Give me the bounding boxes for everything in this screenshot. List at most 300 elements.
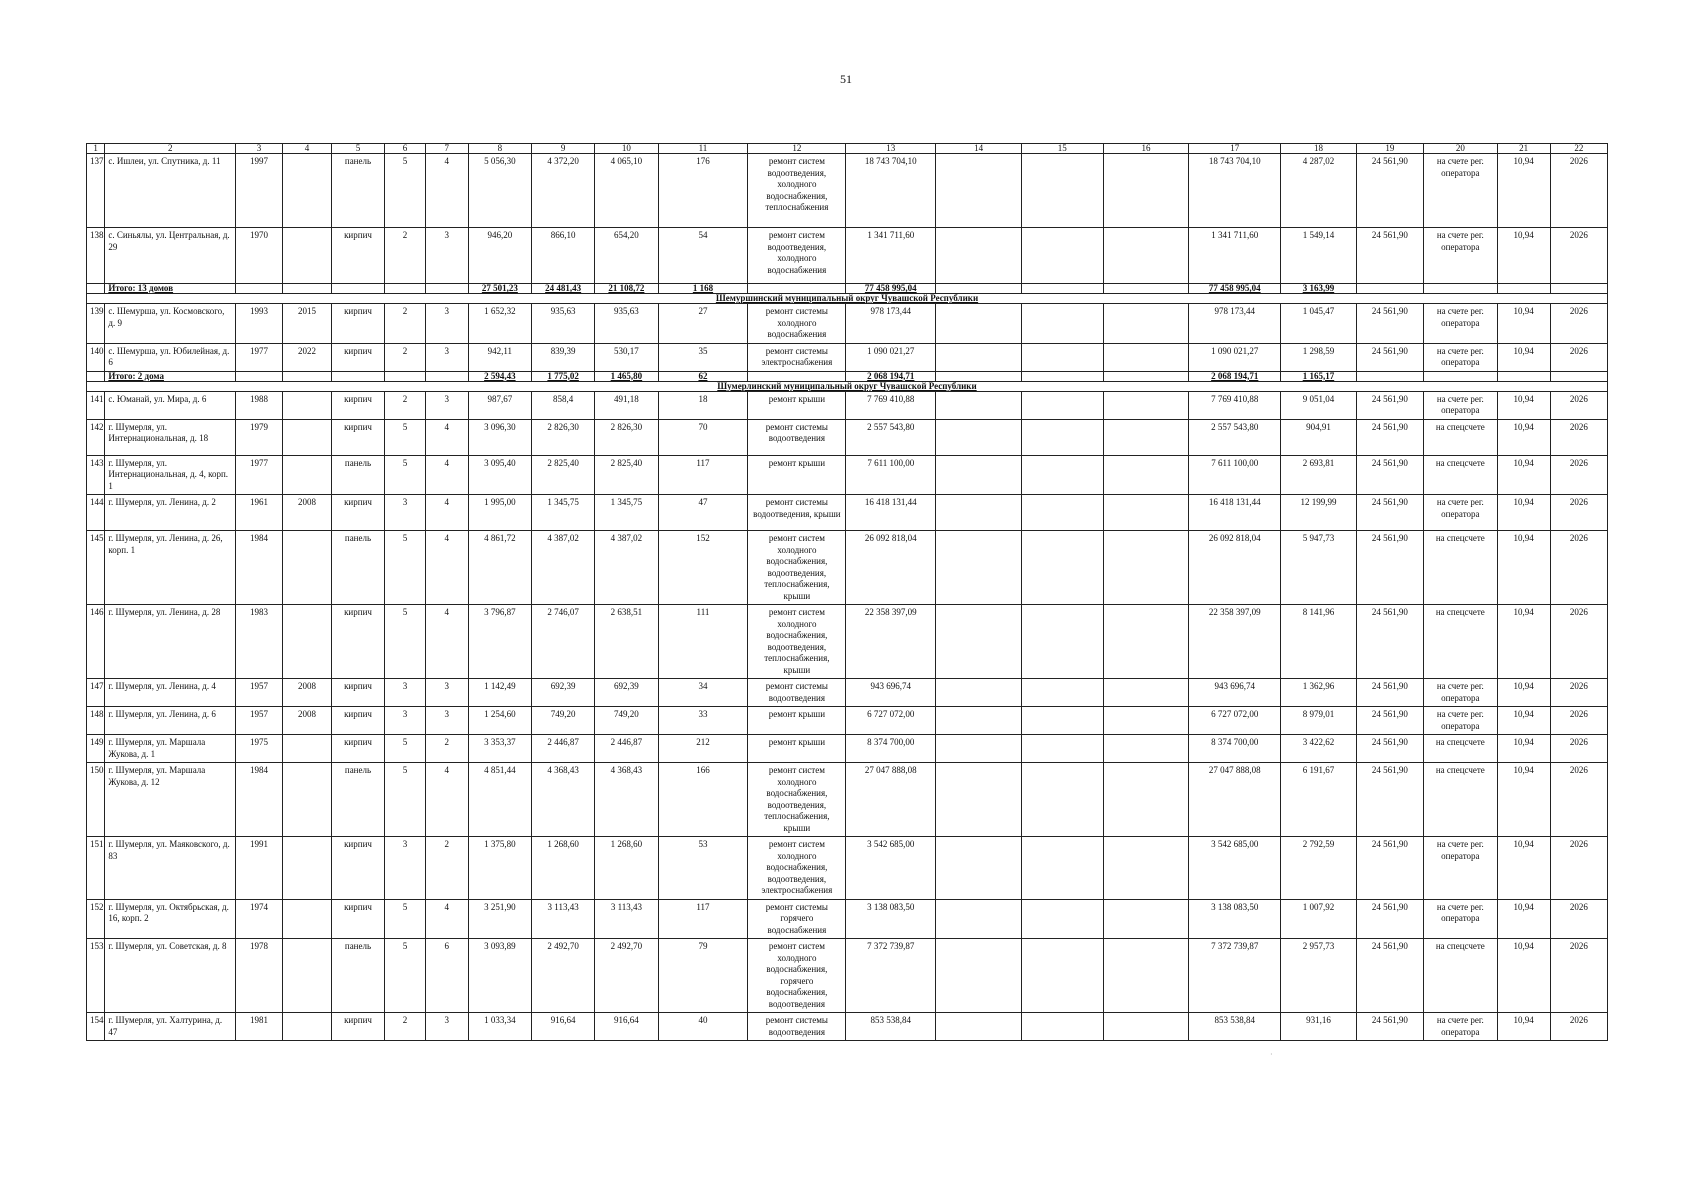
- table-cell: 5: [385, 939, 426, 1013]
- table-cell: 692,39: [532, 679, 595, 707]
- table-cell: 10,94: [1497, 531, 1550, 605]
- table-cell: 3 138 083,50: [846, 899, 936, 939]
- table-cell: ремонт системы водоотведения: [748, 679, 846, 707]
- table-cell: 1 549,14: [1281, 228, 1357, 284]
- table-cell: [1103, 837, 1189, 900]
- table-cell: 26 092 818,04: [1189, 531, 1281, 605]
- page-number: 51: [840, 72, 852, 86]
- table-cell: 1 341 711,60: [846, 228, 936, 284]
- table-cell: 4: [425, 899, 468, 939]
- table-cell: с. Шемурша, ул. Космовского, д. 9: [105, 304, 236, 344]
- table-cell: 24 561,90: [1356, 531, 1423, 605]
- total-cell: [385, 371, 426, 381]
- table-cell: 2015: [282, 304, 331, 344]
- table-cell: на спецсчете: [1424, 763, 1497, 837]
- table-cell: 2 638,51: [595, 605, 658, 679]
- table-cell: 151: [87, 837, 105, 900]
- table-cell: [1103, 605, 1189, 679]
- table-cell: 2026: [1550, 837, 1607, 900]
- table-cell: г. Шумерля, ул. Ленина, д. 2: [105, 495, 236, 531]
- table-cell: 1 090 021,27: [846, 343, 936, 371]
- total-cell: [282, 284, 331, 294]
- total-cell: [1550, 284, 1607, 294]
- table-cell: 1988: [236, 391, 283, 419]
- table-row: [87, 605, 1608, 679]
- table-cell: 1978: [236, 939, 283, 1013]
- table-cell: 24 561,90: [1356, 391, 1423, 419]
- table-cell: 2026: [1550, 531, 1607, 605]
- table-cell: 24 561,90: [1356, 707, 1423, 735]
- table-cell: 3 542 685,00: [1189, 837, 1281, 900]
- table-cell: 24 561,90: [1356, 939, 1423, 1013]
- column-number: 9: [532, 144, 595, 154]
- table-cell: 2026: [1550, 495, 1607, 531]
- column-number: 16: [1103, 144, 1189, 154]
- table-cell: [1103, 679, 1189, 707]
- column-number: 7: [425, 144, 468, 154]
- table-cell: 3 096,30: [468, 419, 531, 455]
- table-cell: 839,39: [532, 343, 595, 371]
- table-cell: на счете рег. оператора: [1424, 228, 1497, 284]
- table-cell: 1 345,75: [532, 495, 595, 531]
- table-cell: 24 561,90: [1356, 899, 1423, 939]
- table-cell: 22 358 397,09: [1189, 605, 1281, 679]
- table-cell: 212: [658, 735, 748, 763]
- table-cell: ремонт крыши: [748, 735, 846, 763]
- total-cell: 1 775,02: [532, 371, 595, 381]
- table-cell: 3: [425, 707, 468, 735]
- table-cell: 139: [87, 304, 105, 344]
- table-cell: 70: [658, 419, 748, 455]
- table-cell: кирпич: [331, 391, 384, 419]
- table-cell: 946,20: [468, 228, 531, 284]
- table-cell: 10,94: [1497, 495, 1550, 531]
- table-cell: 5 056,30: [468, 154, 531, 228]
- table-cell: 26 092 818,04: [846, 531, 936, 605]
- column-number: 19: [1356, 144, 1423, 154]
- table-cell: 3: [425, 228, 468, 284]
- table-cell: [282, 391, 331, 419]
- table-cell: 2026: [1550, 735, 1607, 763]
- table-cell: 10,94: [1497, 605, 1550, 679]
- table-cell: панель: [331, 154, 384, 228]
- table-cell: 1970: [236, 228, 283, 284]
- table-cell: на спецсчете: [1424, 455, 1497, 495]
- district-heading: Шемуршинский муниципальный округ Чувашской Республики: [87, 294, 1608, 304]
- table-cell: [1021, 735, 1103, 763]
- table-cell: 33: [658, 707, 748, 735]
- table-cell: [1103, 455, 1189, 495]
- table-cell: 3 113,43: [532, 899, 595, 939]
- table-cell: ремонт систем холодного водоснабжения, горячего водоснабжения, водоотведения: [748, 939, 846, 1013]
- table-cell: 5: [385, 763, 426, 837]
- table-row: [87, 343, 1608, 371]
- table-cell: 2 825,40: [532, 455, 595, 495]
- table-cell: 4: [425, 419, 468, 455]
- table-cell: 2 746,07: [532, 605, 595, 679]
- total-cell: [425, 284, 468, 294]
- column-number: 20: [1424, 144, 1497, 154]
- table-cell: 1 254,60: [468, 707, 531, 735]
- table-cell: 2008: [282, 495, 331, 531]
- table-cell: 117: [658, 899, 748, 939]
- table-cell: 916,64: [532, 1013, 595, 1041]
- table-cell: 1 007,92: [1281, 899, 1357, 939]
- table-row: [87, 304, 1608, 344]
- table-cell: 1957: [236, 707, 283, 735]
- table-cell: [282, 605, 331, 679]
- table-cell: 7 372 739,87: [1189, 939, 1281, 1013]
- table-cell: [282, 1013, 331, 1041]
- table-cell: [1103, 939, 1189, 1013]
- table-cell: 10,94: [1497, 343, 1550, 371]
- table-cell: 24 561,90: [1356, 679, 1423, 707]
- table-cell: 2: [385, 228, 426, 284]
- table-cell: [936, 735, 1022, 763]
- table-cell: 1984: [236, 531, 283, 605]
- table-cell: с. Юманай, ул. Мира, д. 6: [105, 391, 236, 419]
- table-cell: 24 561,90: [1356, 1013, 1423, 1041]
- table-cell: 47: [658, 495, 748, 531]
- table-row: [87, 455, 1608, 495]
- table-cell: 2026: [1550, 228, 1607, 284]
- scan-mark: ·: [1270, 1050, 1273, 1059]
- table-cell: [936, 605, 1022, 679]
- table-cell: г. Шумерля, ул. Ленина, д. 26, корп. 1: [105, 531, 236, 605]
- table-cell: 2 446,87: [532, 735, 595, 763]
- table-cell: г. Шумерля, ул. Интернациональная, д. 18: [105, 419, 236, 455]
- table-cell: ремонт крыши: [748, 707, 846, 735]
- table-cell: 853 538,84: [846, 1013, 936, 1041]
- table-cell: 10,94: [1497, 763, 1550, 837]
- table-cell: 987,67: [468, 391, 531, 419]
- total-cell: [1103, 284, 1189, 294]
- table-cell: 40: [658, 1013, 748, 1041]
- table-row: [87, 899, 1608, 939]
- table-cell: кирпич: [331, 679, 384, 707]
- total-cell: [1356, 371, 1423, 381]
- table-cell: на счете рег. оператора: [1424, 837, 1497, 900]
- table-row: [87, 391, 1608, 419]
- table-cell: [1021, 154, 1103, 228]
- table-cell: на счете рег. оператора: [1424, 343, 1497, 371]
- table-cell: 2 693,81: [1281, 455, 1357, 495]
- table-cell: г. Шумерля, ул. Маяковского, д. 83: [105, 837, 236, 900]
- table-cell: кирпич: [331, 419, 384, 455]
- table-cell: [936, 763, 1022, 837]
- table-cell: г. Шумерля, ул. Маршала Жукова, д. 1: [105, 735, 236, 763]
- column-number: 22: [1550, 144, 1607, 154]
- table-cell: [936, 1013, 1022, 1041]
- table-cell: 4 368,43: [595, 763, 658, 837]
- table-cell: [1021, 837, 1103, 900]
- table-cell: 1961: [236, 495, 283, 531]
- table-cell: [282, 837, 331, 900]
- table-cell: 2026: [1550, 154, 1607, 228]
- total-cell: [282, 371, 331, 381]
- table-cell: на спецсчете: [1424, 939, 1497, 1013]
- total-cell: [1021, 371, 1103, 381]
- table-cell: [936, 531, 1022, 605]
- table-row: [87, 837, 1608, 900]
- table-cell: 1957: [236, 679, 283, 707]
- table-cell: [282, 419, 331, 455]
- table-cell: на спецсчете: [1424, 735, 1497, 763]
- table-cell: на счете рег. оператора: [1424, 391, 1497, 419]
- table-cell: на счете рег. оператора: [1424, 899, 1497, 939]
- table-cell: 146: [87, 605, 105, 679]
- column-number: 13: [846, 144, 936, 154]
- table-cell: 943 696,74: [1189, 679, 1281, 707]
- table-cell: 4 387,02: [595, 531, 658, 605]
- table-cell: [1021, 939, 1103, 1013]
- table-cell: 138: [87, 228, 105, 284]
- table-cell: 3 422,62: [1281, 735, 1357, 763]
- table-cell: 24 561,90: [1356, 605, 1423, 679]
- table-cell: 24 561,90: [1356, 228, 1423, 284]
- total-cell: 21 108,72: [595, 284, 658, 294]
- table-cell: [282, 939, 331, 1013]
- table-cell: панель: [331, 455, 384, 495]
- table-cell: 24 561,90: [1356, 763, 1423, 837]
- table-cell: 5: [385, 735, 426, 763]
- total-cell: 3 163,99: [1281, 284, 1357, 294]
- table-cell: 2026: [1550, 899, 1607, 939]
- total-cell: 2 068 194,71: [846, 371, 936, 381]
- total-cell: Итого: 2 дома: [105, 371, 236, 381]
- column-number: 17: [1189, 144, 1281, 154]
- table-row: [87, 154, 1608, 228]
- table-cell: 4: [425, 605, 468, 679]
- table-cell: 24 561,90: [1356, 455, 1423, 495]
- table-cell: 8 374 700,00: [846, 735, 936, 763]
- table-cell: 1 362,96: [1281, 679, 1357, 707]
- table-cell: [282, 735, 331, 763]
- table-cell: на счете рег. оператора: [1424, 495, 1497, 531]
- table-row: [87, 495, 1608, 531]
- table-row: [87, 763, 1608, 837]
- table-cell: [936, 154, 1022, 228]
- column-number: 1: [87, 144, 105, 154]
- column-number: 8: [468, 144, 531, 154]
- total-cell: 1 168: [658, 284, 748, 294]
- district-heading-row: [87, 294, 1608, 304]
- table-cell: 54: [658, 228, 748, 284]
- table-cell: 858,4: [532, 391, 595, 419]
- table-cell: 2 957,73: [1281, 939, 1357, 1013]
- table-cell: 3 251,90: [468, 899, 531, 939]
- table-cell: 1 995,00: [468, 495, 531, 531]
- table-cell: ремонт системы водоотведения, крыши: [748, 495, 846, 531]
- table-cell: [1021, 707, 1103, 735]
- table-cell: с. Ишлеи, ул. Спутника, д. 11: [105, 154, 236, 228]
- table-cell: 3: [385, 837, 426, 900]
- total-cell: [425, 371, 468, 381]
- table-cell: 4 387,02: [532, 531, 595, 605]
- table-cell: с. Шемурша, ул. Юбилейная, д. 6: [105, 343, 236, 371]
- table-cell: 2026: [1550, 939, 1607, 1013]
- table-cell: ремонт крыши: [748, 455, 846, 495]
- table-cell: 1 090 021,27: [1189, 343, 1281, 371]
- column-number: 2: [105, 144, 236, 154]
- table-cell: 530,17: [595, 343, 658, 371]
- table-cell: 111: [658, 605, 748, 679]
- table-cell: [1103, 1013, 1189, 1041]
- column-number: 14: [936, 144, 1022, 154]
- table-cell: 1975: [236, 735, 283, 763]
- table-cell: г. Шумерля, ул. Советская, д. 8: [105, 939, 236, 1013]
- table-cell: [282, 154, 331, 228]
- table-cell: 5: [385, 605, 426, 679]
- table-cell: кирпич: [331, 605, 384, 679]
- column-number: 15: [1021, 144, 1103, 154]
- table-cell: 152: [658, 531, 748, 605]
- table-cell: ремонт системы электроснабжения: [748, 343, 846, 371]
- table-cell: 3: [385, 679, 426, 707]
- table-cell: 491,18: [595, 391, 658, 419]
- table-cell: 7 372 739,87: [846, 939, 936, 1013]
- table-cell: г. Шумерля, ул. Ленина, д. 28: [105, 605, 236, 679]
- table-cell: [1021, 605, 1103, 679]
- table-cell: 2: [425, 735, 468, 763]
- table-cell: [1021, 679, 1103, 707]
- table-cell: ремонт систем холодного водоснабжения, водоотведения, теплоснабжения, крыши: [748, 605, 846, 679]
- table-cell: 2026: [1550, 343, 1607, 371]
- table-cell: на счете рег. оператора: [1424, 304, 1497, 344]
- table-cell: 2026: [1550, 763, 1607, 837]
- table-cell: ремонт системы водоотведения: [748, 1013, 846, 1041]
- table-cell: г. Шумерля, ул. Маршала Жукова, д. 12: [105, 763, 236, 837]
- table-cell: 5 947,73: [1281, 531, 1357, 605]
- table-cell: [936, 455, 1022, 495]
- total-cell: [331, 284, 384, 294]
- table-cell: 4 287,02: [1281, 154, 1357, 228]
- column-number-row: [87, 144, 1608, 154]
- table-cell: панель: [331, 939, 384, 1013]
- table-cell: панель: [331, 763, 384, 837]
- table-cell: 2026: [1550, 419, 1607, 455]
- table-cell: 27 047 888,08: [1189, 763, 1281, 837]
- table-cell: 2026: [1550, 605, 1607, 679]
- table-cell: 1 375,80: [468, 837, 531, 900]
- table-cell: 10,94: [1497, 939, 1550, 1013]
- table-cell: ремонт системы холодного водоснабжения: [748, 304, 846, 344]
- table-cell: 7 769 410,88: [846, 391, 936, 419]
- total-cell: [1424, 284, 1497, 294]
- table-cell: [1103, 154, 1189, 228]
- table-cell: [1021, 304, 1103, 344]
- table-cell: [1103, 419, 1189, 455]
- table-cell: [1103, 707, 1189, 735]
- table-cell: 6 191,67: [1281, 763, 1357, 837]
- table-cell: 1984: [236, 763, 283, 837]
- district-heading: Шумерлинский муниципальный округ Чувашской Республики: [87, 381, 1608, 391]
- total-cell: [1497, 371, 1550, 381]
- total-cell: [236, 284, 283, 294]
- table-cell: 10,94: [1497, 419, 1550, 455]
- total-row: [87, 284, 1608, 294]
- table-cell: 3: [425, 304, 468, 344]
- table-cell: 10,94: [1497, 899, 1550, 939]
- table-cell: 4 065,10: [595, 154, 658, 228]
- table-cell: 24 561,90: [1356, 735, 1423, 763]
- table-cell: 1 268,60: [595, 837, 658, 900]
- table-cell: 3 796,87: [468, 605, 531, 679]
- repair-register-table: [86, 143, 1608, 1041]
- table-cell: [936, 419, 1022, 455]
- table-cell: 4 372,20: [532, 154, 595, 228]
- total-cell: [936, 371, 1022, 381]
- table-cell: г. Шумерля, ул. Ленина, д. 6: [105, 707, 236, 735]
- table-cell: 24 561,90: [1356, 343, 1423, 371]
- table-cell: на спецсчете: [1424, 531, 1497, 605]
- table-cell: [1103, 495, 1189, 531]
- table-cell: [1103, 899, 1189, 939]
- table-cell: [1021, 391, 1103, 419]
- table-cell: [1103, 391, 1189, 419]
- table-cell: 1 045,47: [1281, 304, 1357, 344]
- table-cell: 10,94: [1497, 707, 1550, 735]
- table-cell: 2026: [1550, 455, 1607, 495]
- table-cell: 35: [658, 343, 748, 371]
- table-cell: 24 561,90: [1356, 495, 1423, 531]
- table-cell: 3 353,37: [468, 735, 531, 763]
- table-cell: 2026: [1550, 1013, 1607, 1041]
- table-cell: 904,91: [1281, 419, 1357, 455]
- table-cell: 10,94: [1497, 837, 1550, 900]
- table-cell: [1021, 1013, 1103, 1041]
- table-cell: [1021, 343, 1103, 371]
- total-cell: [385, 284, 426, 294]
- table-cell: 692,39: [595, 679, 658, 707]
- register-body: [87, 154, 1608, 1041]
- table-cell: 3 113,43: [595, 899, 658, 939]
- table-cell: [1103, 304, 1189, 344]
- table-cell: 2: [385, 304, 426, 344]
- table-cell: 2 492,70: [595, 939, 658, 1013]
- table-cell: 8 374 700,00: [1189, 735, 1281, 763]
- table-cell: 3 542 685,00: [846, 837, 936, 900]
- table-cell: 152: [87, 899, 105, 939]
- table-cell: 2: [385, 343, 426, 371]
- table-cell: 10,94: [1497, 154, 1550, 228]
- table-cell: 18 743 704,10: [1189, 154, 1281, 228]
- total-cell: 1 465,80: [595, 371, 658, 381]
- table-cell: [936, 679, 1022, 707]
- table-cell: 150: [87, 763, 105, 837]
- table-cell: 141: [87, 391, 105, 419]
- table-cell: 153: [87, 939, 105, 1013]
- table-cell: 3: [385, 495, 426, 531]
- table-cell: [936, 707, 1022, 735]
- table-cell: 1977: [236, 343, 283, 371]
- table-cell: 7 769 410,88: [1189, 391, 1281, 419]
- table-cell: 1 345,75: [595, 495, 658, 531]
- table-cell: 3: [425, 1013, 468, 1041]
- table-cell: 142: [87, 419, 105, 455]
- table-cell: 2 792,59: [1281, 837, 1357, 900]
- table-cell: г. Шумерля, ул. Октябрьская, д. 16, корп. 2: [105, 899, 236, 939]
- column-number: 4: [282, 144, 331, 154]
- table-cell: 10,94: [1497, 1013, 1550, 1041]
- total-cell: 1 165,17: [1281, 371, 1357, 381]
- table-cell: 16 418 131,44: [846, 495, 936, 531]
- column-number: 6: [385, 144, 426, 154]
- total-cell: [1356, 284, 1423, 294]
- table-cell: 176: [658, 154, 748, 228]
- table-cell: 3: [425, 343, 468, 371]
- table-cell: 140: [87, 343, 105, 371]
